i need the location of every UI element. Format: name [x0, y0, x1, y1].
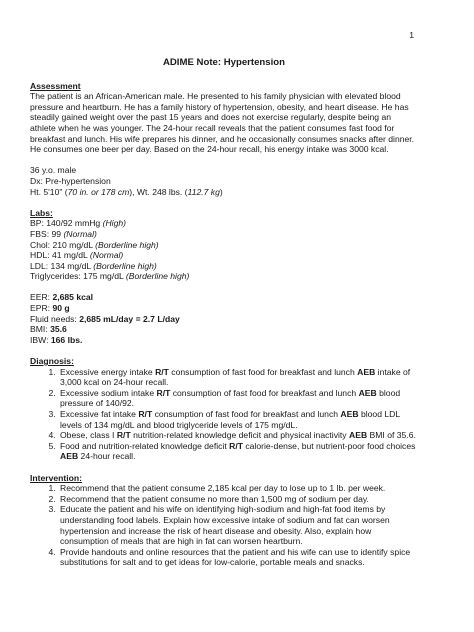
diagnosis-section	[30, 356, 418, 462]
estimate-item: EPR: 90 g	[30, 303, 70, 314]
diagnosis-item: 3. Excessive fat intake R/T consumption of fast food for breakfast and lunch AEB blood LDL levels of 134 mg/dL and blood triglyceride levels of 175 mg/dL.	[58, 409, 418, 430]
estimate-item: IBW: 166 lbs.	[30, 334, 83, 345]
intervention-list	[30, 483, 418, 568]
patient-height-weight: Ht. 5'10" (70 in. or 178 cm), Wt. 248 lbs. (112.7 kg)	[30, 186, 223, 197]
lab-item: LDL: 134 mg/dL (Borderline high)	[30, 260, 157, 271]
page-number: 1	[409, 30, 414, 40]
diagnosis-list	[30, 367, 418, 462]
diagnosis-item: 5. Food and nutrition-related knowledge deficit R/T calorie-dense, but nutrient-poor food choices AEB 24-hour recall.	[58, 441, 418, 462]
assessment-heading: Assessment	[30, 80, 81, 91]
intervention-heading: Intervention:	[30, 472, 83, 483]
diagnosis-item: 4. Obese, class I R/T nutrition-related knowledge deficit and physical inactivity AEB BMI of 35.6.	[58, 430, 418, 441]
patient-age: 36 y.o. male	[30, 165, 77, 176]
diagnosis-item: 1. Excessive energy intake R/T consumption of fast food for breakfast and lunch AEB intake of 3,000 kcal on 24-hour recall.	[58, 367, 418, 388]
intervention-item: 2. Recommend that the patient consume no more than 1,500 mg of sodium per day.	[58, 494, 418, 505]
lab-item: BP: 140/92 mmHg (High)	[30, 218, 127, 229]
diagnosis-item: 2. Excessive sodium intake R/T consumption of fast food for breakfast and lunch AEB blood pressure of 140/92.	[58, 388, 418, 409]
assessment-paragraph: The patient is an African-American male. He presented to his family physician with elevated blood pressure and heartburn. He has a family history of hypertension, obesity, and heart disease. He has steadily gained weight over the past 15 years and does not exercise regularly, despite being an athlete when he was younger. The 24-hour recall reveals that the patient consumes fast food for breakfast and lunch. His wife prepares his dinner, and he occasionally consumes snacks after dinner. He consumes one beer per day. Based on the 24-hour recall, his energy intake was 3000 kcal.	[30, 91, 415, 155]
labs-heading: Labs:	[30, 207, 53, 218]
lab-item: FBS: 99 (Normal)	[30, 228, 97, 239]
estimates-section	[30, 292, 418, 345]
labs-section	[30, 208, 418, 282]
document-body	[30, 58, 418, 568]
lab-item: Chol: 210 mg/dL (Borderline high)	[30, 239, 159, 250]
assessment-section	[30, 81, 418, 198]
intervention-section	[30, 473, 418, 568]
lab-item: Triglycerides: 175 mg/dL (Borderline high)	[30, 271, 190, 282]
intervention-item: 4. Provide handouts and online resources that the patient and his wife can use to identify spice substitutions for salt and to get ideas for low-calorie, portable meals and snacks.	[58, 547, 418, 568]
patient-dx: Dx: Pre-hypertension	[30, 175, 111, 186]
intervention-item: 3. Educate the patient and his wife on identifying high-sodium and high-fat food items by understanding food labels. Explain how excessive intake of sodium and fat can worsen hypertension and increase the risk of heart disease and obesity. Also, explain how consumption of meals that are high in fat can worsen heartburn.	[58, 504, 418, 546]
intervention-item: 1. Recommend that the patient consume 2,185 kcal per day to lose up to 1 lb. per week.	[58, 483, 418, 494]
document-title: ADIME Note: Hypertension	[162, 57, 286, 68]
estimate-item: Fluid needs: 2,685 mL/day = 2.7 L/day	[30, 313, 180, 324]
diagnosis-heading: Diagnosis:	[30, 356, 74, 367]
estimate-item: EER: 2,685 kcal	[30, 292, 94, 303]
lab-item: HDL: 41 mg/dL (Normal)	[30, 250, 124, 261]
estimate-item: BMI: 35.6	[30, 324, 67, 335]
